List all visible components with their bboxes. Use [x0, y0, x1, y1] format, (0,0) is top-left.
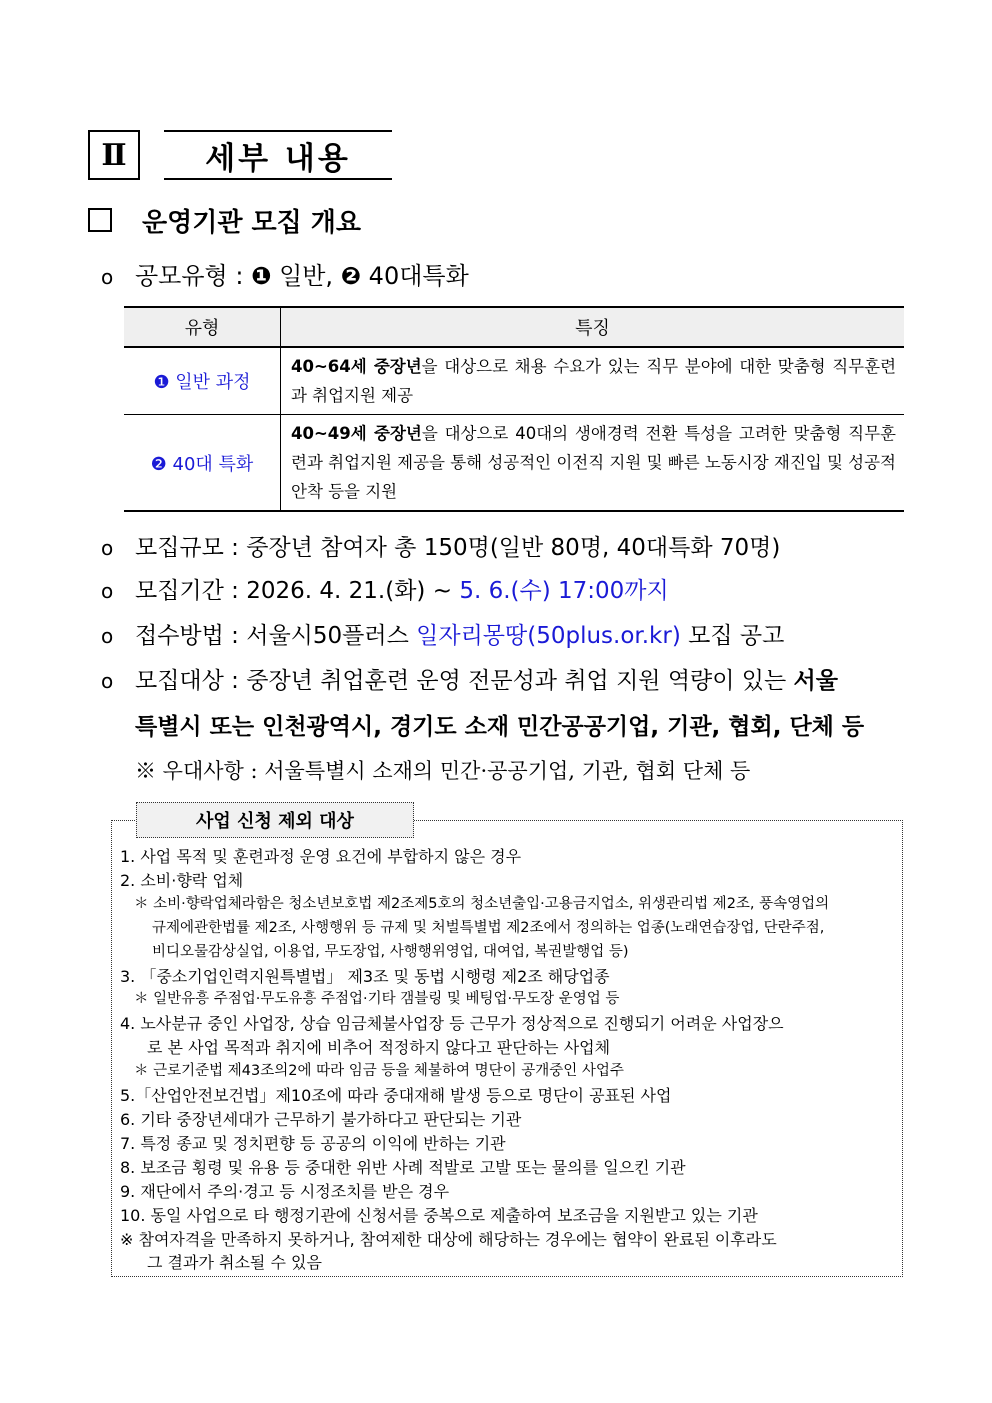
- section-title-box: [164, 130, 392, 180]
- feature-cell: [281, 347, 905, 415]
- list-item: 2. 소비·향락 업체: [120, 870, 244, 890]
- recruit-period-label: 모집기간 :: [135, 578, 239, 604]
- list-item: 8. 보조금 횡령 및 유용 등 중대한 위반 사례 적발로 고발 또는 물의를 일으킨 기관: [120, 1157, 686, 1177]
- recruit-target-region-2: 특별시 또는 인천광역시, 경기도 소재 민간공공기업, 기관, 협회, 단체 등: [135, 714, 865, 740]
- list-item: 9. 재단에서 주의·경고 등 시정조치를 받은 경우: [120, 1181, 450, 1201]
- recruit-scale-line: [101, 529, 780, 562]
- recruit-period-start: 2026. 4. 21.(화) ~: [246, 578, 452, 604]
- apply-method-line: [101, 617, 784, 650]
- list-item: 그 결과가 취소될 수 있음: [147, 1253, 322, 1273]
- type-cell: [124, 347, 281, 415]
- list-item-note: 규제에관한법률 제2조, 사행행위 등 규제 및 처벌특별법 제2조에서 정의하는 업종(노래연습장업, 단란주점,: [152, 919, 825, 936]
- list-item: 6. 기타 중장년세대가 근무하기 불가하다고 판단되는 기관: [120, 1109, 522, 1129]
- list-item-note: 비디오물감상실업, 이용업, 무도장업, 사행행위영업, 대여업, 복권발행업 등): [152, 943, 629, 960]
- list-item: 7. 특정 종교 및 정치편향 등 공공의 이익에 반하는 기관: [120, 1133, 506, 1153]
- header-type: 유형: [124, 307, 281, 347]
- type-cell: [124, 415, 281, 512]
- type-label: 일반 과정: [175, 372, 251, 393]
- subsection-heading: [88, 202, 361, 239]
- list-item: 5.「산업안전보건법」제10조에 따라 중대재해 발생 등으로 명단이 공표된 사업: [120, 1086, 672, 1106]
- recruit-scale-value: 중장년 참여자 총 150명(일반 80명, 40대특화 70명): [246, 535, 781, 561]
- feature-target: 40~49세 중장년: [291, 424, 422, 443]
- recruit-target-label: 모집대상 :: [135, 668, 239, 694]
- header-feature: 특징: [281, 307, 905, 347]
- bullet-marker: o: [101, 669, 114, 693]
- section-title: 세부 내용: [205, 140, 351, 177]
- bullet-marker: o: [101, 265, 114, 289]
- table-row: [124, 347, 904, 415]
- recruit-period-line: [101, 572, 669, 605]
- subsection-title: 운영기관 모집 개요: [142, 208, 362, 238]
- list-item-note: ＊ 소비·향락업체라함은 청소년보호법 제2조제5호의 청소년출입·고용금지업소, 위생관리법 제2조, 풍속영업의: [134, 895, 830, 912]
- feature-target: 40~64세 중장년: [291, 357, 422, 376]
- recruit-target-text: 중장년 취업훈련 운영 전문성과 취업 지원 역량이 있는: [246, 668, 787, 694]
- preference-note: ※ 우대사항 : 서울특별시 소재의 민간·공공기업, 기관, 협회 단체 등: [135, 759, 751, 783]
- recruit-scale-label: 모집규모 :: [135, 535, 239, 561]
- list-item-note: ＊ 일반유흥 주점업·무도유흥 주점업·기타 갬블링 및 베팅업·무도장 운영업 등: [134, 991, 620, 1008]
- recruit-target-line: [101, 662, 838, 695]
- apply-method-post: 모집 공고: [688, 623, 785, 649]
- contest-type-40s: 40대특화: [368, 262, 469, 290]
- table-header-row: [124, 307, 904, 347]
- recruit-period-end: 5. 6.(수) 17:00까지: [459, 578, 669, 604]
- type-label: 40대 특화: [172, 453, 254, 475]
- bullet-marker: o: [101, 579, 114, 603]
- section-number: Ⅱ: [88, 130, 140, 180]
- bullet-marker: o: [101, 624, 114, 648]
- contest-type-line: [101, 256, 469, 291]
- apply-method-site: 서울시50플러스: [246, 623, 409, 649]
- list-item: 3. 「중소기업인력지원특별법」 제3조 및 동법 시행령 제2조 해당업종: [120, 966, 610, 986]
- exclusion-list: [120, 845, 896, 1275]
- table-row: [124, 415, 904, 512]
- exclusion-title: 사업 신청 제외 대상: [136, 802, 414, 838]
- feature-text: 을 대상으로 채용 수요가 있는 직무 분야에 대한 맞춤형 직무훈련과 취업지원 제공: [291, 357, 897, 405]
- feature-cell: [281, 415, 905, 512]
- checkbox-square-icon: [88, 208, 112, 232]
- apply-method-label: 접수방법 :: [135, 623, 239, 649]
- number-1-icon: ❶: [251, 262, 272, 290]
- contest-type-general: 일반,: [279, 262, 334, 290]
- recruit-target-region-1: 서울: [793, 668, 838, 694]
- number-2-icon: ❷: [150, 453, 167, 475]
- list-item: 4. 노사분규 중인 사업장, 상습 임금체불사업장 등 근무가 정상적으로 진행되기 어려운 사업장으: [120, 1014, 784, 1034]
- contest-type-label: 공모유형 :: [135, 262, 244, 290]
- list-item: ※ 참여자격을 만족하지 못하거나, 참여제한 대상에 해당하는 경우에는 협약이 완료된 이후라도: [120, 1229, 777, 1249]
- list-item-note: ＊ 근로기준법 제43조의2에 따라 임금 등을 체불하여 명단이 공개중인 사업주: [134, 1063, 624, 1080]
- list-item: 10. 동일 사업으로 타 행정기관에 신청서를 중복으로 제출하여 보조금을 지원받고 있는 기관: [120, 1205, 758, 1225]
- number-1-icon: ❶: [153, 372, 170, 393]
- list-item: 로 본 사업 목적과 취지에 비추어 적정하지 않다고 판단하는 사업체: [147, 1038, 611, 1058]
- feature-text: 을 대상으로 40대의 생애경력 전환 특성을 고려한 맞춤형 직무훈련과 취업지원 제공을 통해 성공적인 이전직 지원 및 빠른 노동시장 재진입 및 성공적 안착 등을 지원: [291, 424, 896, 501]
- list-item: 1. 사업 목적 및 훈련과정 운영 요건에 부합하지 않은 경우: [120, 847, 522, 866]
- number-2-icon: ❷: [340, 262, 362, 290]
- bullet-marker: o: [101, 536, 114, 560]
- apply-method-link[interactable]: 일자리몽땅(50plus.or.kr): [416, 623, 681, 649]
- program-type-table: [124, 306, 904, 512]
